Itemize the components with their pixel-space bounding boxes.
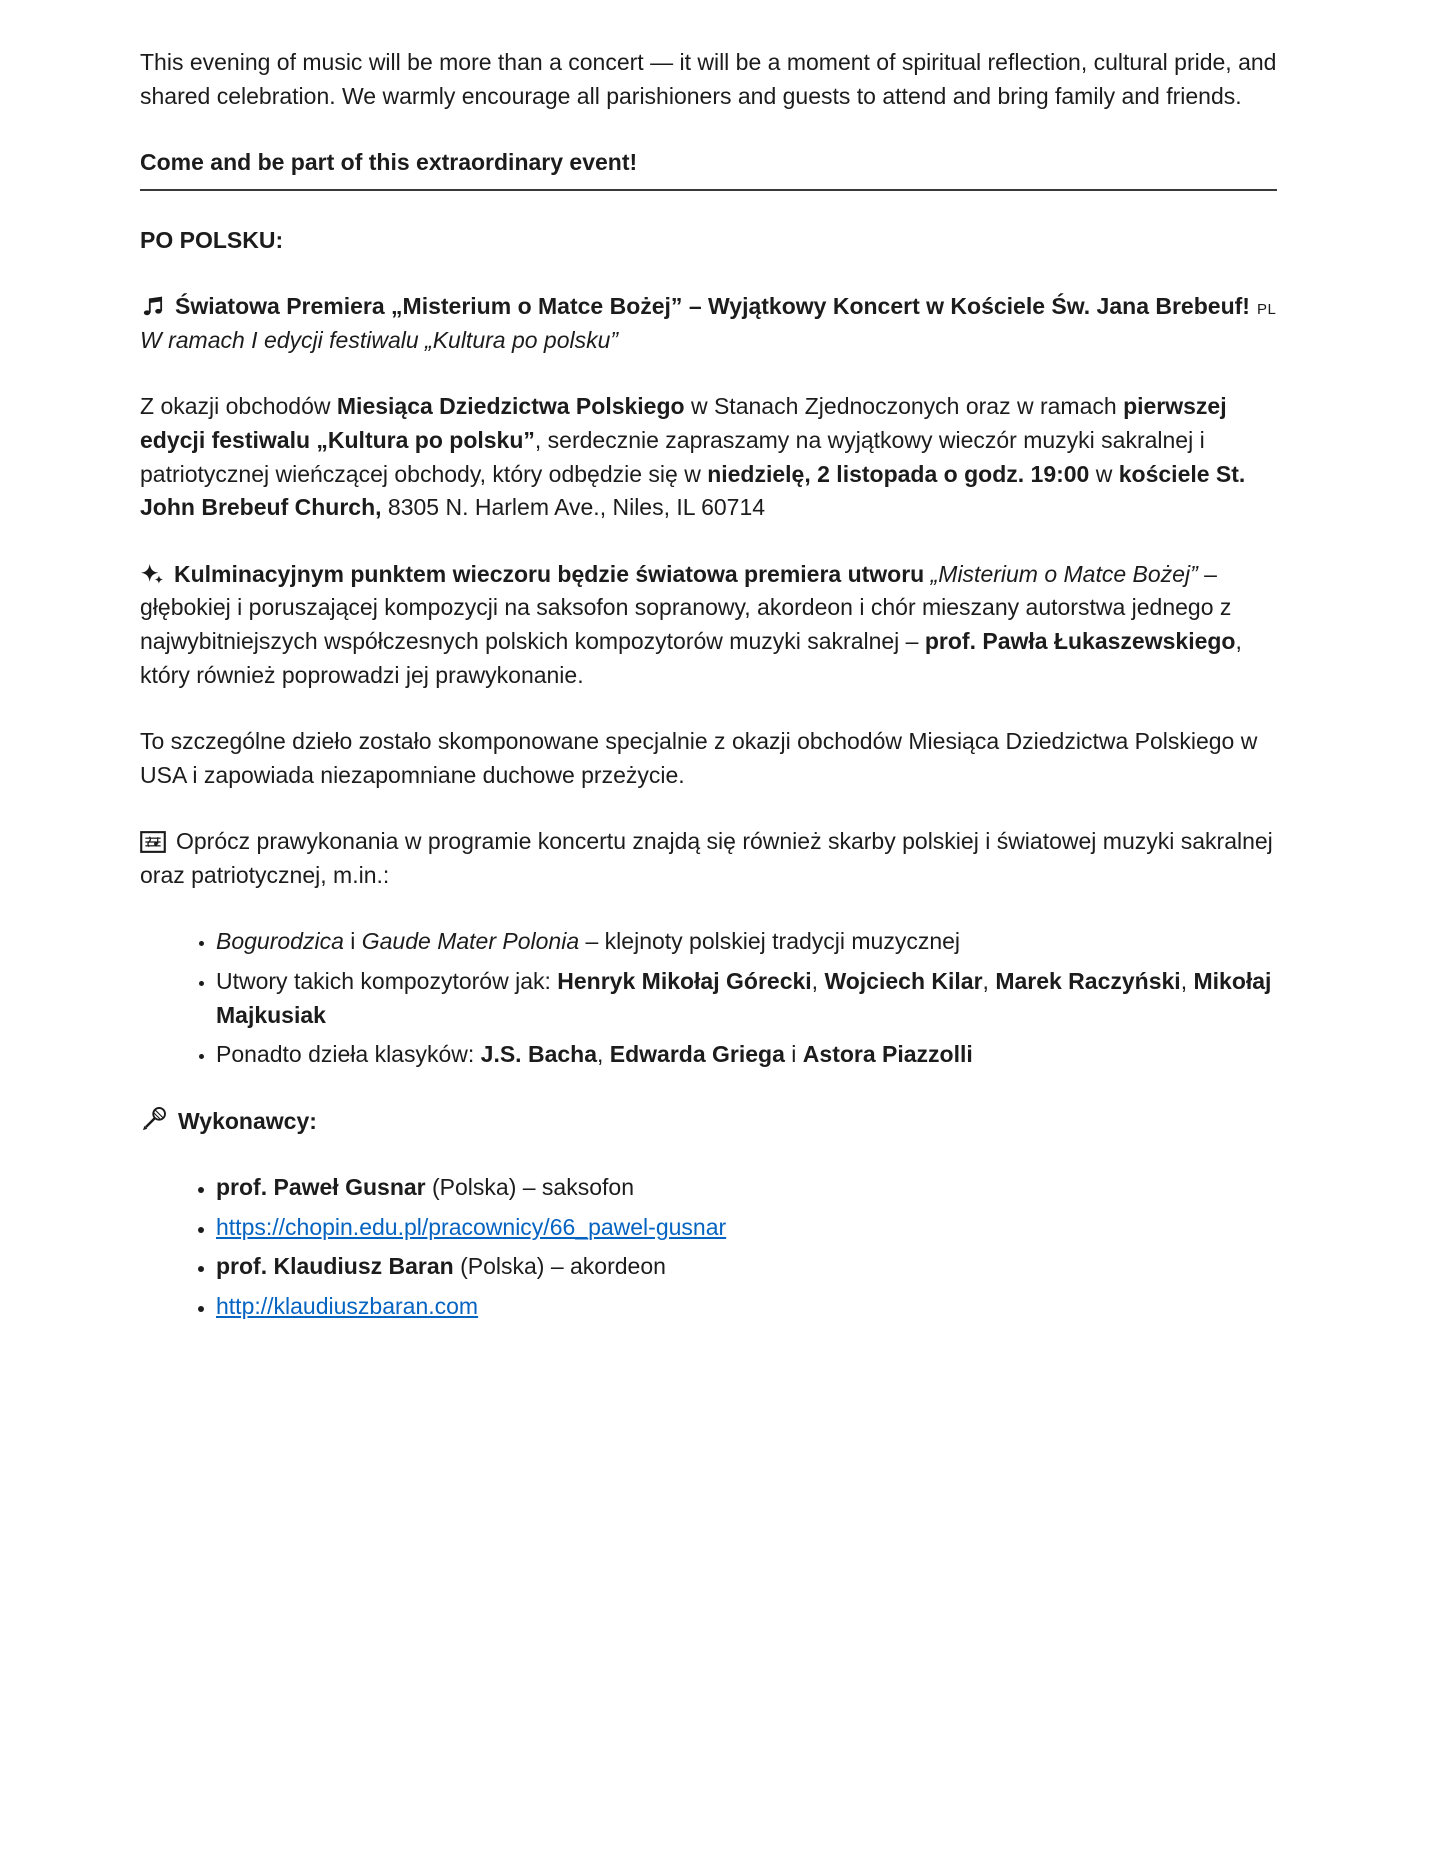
text-segment: , — [811, 967, 825, 994]
baran-website-link[interactable]: http://klaudiuszbaran.com — [216, 1293, 479, 1320]
program-list — [140, 925, 1277, 1071]
performer-item — [216, 1171, 1277, 1205]
performer-detail: (Polska) – saksofon — [425, 1174, 634, 1201]
intro-paragraph: This evening of music will be more than a concert — it will be a moment of spiritual reflection, cultural pride, and shared celebration. We warmly encourage all parishioners and guests to attend and bring family and friends. — [140, 49, 1277, 109]
text-segment: , — [1180, 967, 1194, 994]
premiere-title-line — [140, 290, 1277, 324]
performer-link-item — [216, 1211, 1277, 1245]
cta-heading: Come and be part of this extraordinary event! — [140, 146, 1277, 191]
premiere-title-block — [140, 290, 1277, 357]
text-segment: i — [343, 928, 362, 955]
text-segment: , — [597, 1041, 610, 1068]
text-segment: w Stanach Zjednoczonych oraz w ramach — [684, 393, 1124, 420]
music-notes-icon — [140, 293, 165, 318]
bold-segment: Mikołaj Majkusiak — [216, 967, 1272, 1028]
performers-heading-block — [140, 1105, 1277, 1139]
premiere-title: Światowa Premiera „Misterium o Matce Bożej” – Wyjątkowy Koncert w Kościele Św. Jana Brebeuf! — [175, 293, 1250, 320]
program-item — [216, 965, 1277, 1032]
program-intro-paragraph — [140, 825, 1277, 892]
bold-segment: Kulminacyjnym punktem wieczoru będzie światowa premiera utworu — [174, 560, 931, 587]
bold-segment: Miesiąca Dziedzictwa Polskiego — [336, 393, 685, 420]
bold-segment: prof. Pawła Łukaszewskiego — [924, 627, 1236, 654]
microphone-icon — [140, 1105, 168, 1133]
text-segment: – klejnoty polskiej tradycji muzycznej — [579, 928, 961, 955]
musical-score-icon — [140, 831, 166, 853]
bold-segment: J.S. Bacha — [480, 1041, 597, 1068]
text-segment: , który również poprowadzi jej prawykonanie. — [140, 627, 1242, 688]
bold-segment: niedzielę, 2 listopada o godz. 19:00 — [707, 460, 1090, 487]
invitation-paragraph — [140, 390, 1277, 524]
text-segment: i — [784, 1041, 803, 1068]
text-segment: , — [982, 967, 996, 994]
bold-segment: Wojciech Kilar — [824, 967, 983, 994]
sparkles-icon — [140, 562, 164, 586]
gusnar-profile-link[interactable]: https://chopin.edu.pl/pracownicy/66_pawel-gusnar — [216, 1213, 727, 1240]
text-segment: , serdecznie zapraszamy na wyjątkowy wieczór muzyki sakralnej i patriotycznej wieńczącej obchody, który odbędzie się w — [140, 427, 1205, 487]
program-item — [216, 925, 1277, 959]
italic-segment: Bogurodzica — [216, 928, 344, 955]
performer-item — [216, 1250, 1277, 1284]
text-segment: w — [1089, 460, 1119, 487]
performer-detail: (Polska) – akordeon — [453, 1253, 666, 1280]
text-segment: Ponadto dzieła klasyków: — [216, 1041, 481, 1068]
text-segment: Oprócz prawykonania w programie koncertu znajdą się również skarby polskiej i światowej muzyki sakralnej oraz patriotycznej, m.in.: — [140, 828, 1273, 888]
performers-list — [140, 1171, 1277, 1323]
text-segment: Utwory takich kompozytorów jak: — [216, 967, 558, 994]
bold-segment: pierwszej edycji festiwalu „Kultura po polsku” — [140, 393, 1227, 454]
bold-segment: Henryk Mikołaj Górecki — [557, 967, 812, 994]
italic-segment: „Misterium o Matce Bożej” — [930, 560, 1198, 587]
bold-segment: Edwarda Griega — [609, 1041, 785, 1068]
po-polsku-heading: PO POLSKU: — [140, 226, 284, 253]
italic-segment: Gaude Mater Polonia — [361, 928, 580, 955]
text-segment: 8305 N. Harlem Ave., Niles, IL 60714 — [381, 494, 766, 521]
premiere-subtitle: W ramach I edycji festiwalu „Kultura po polsku” — [140, 326, 619, 353]
text-segment: Z okazji obchodów — [140, 393, 337, 420]
performer-link-item — [216, 1290, 1277, 1324]
performers-heading: Wykonawcy: — [178, 1107, 317, 1134]
premiere-highlight-paragraph — [140, 558, 1277, 692]
bold-segment: Marek Raczyński — [995, 967, 1181, 994]
poland-flag-tag: PL — [1256, 301, 1277, 319]
program-item — [216, 1038, 1277, 1072]
performer-name: prof. Klaudiusz Baran — [216, 1253, 454, 1280]
performer-name: prof. Paweł Gusnar — [216, 1174, 426, 1201]
bold-segment: Astora Piazzolli — [802, 1041, 973, 1068]
bold-segment: kościele St. John Brebeuf Church, — [140, 460, 1246, 521]
special-work-paragraph: To szczególne dzieło zostało skomponowane specjalnie z okazji obchodów Miesiąca Dziedzictwa Polskiego w USA i zapowiada niezapomniane duchowe przeżycie. — [140, 728, 1258, 788]
text-segment: – głębokiej i poruszającej kompozycji na saksofon sopranowy, akordeon i chór mieszany autorstwa jednego z najwybitniejszych współczesnych polskich kompozytorów muzyki sakralnej – — [140, 560, 1232, 654]
